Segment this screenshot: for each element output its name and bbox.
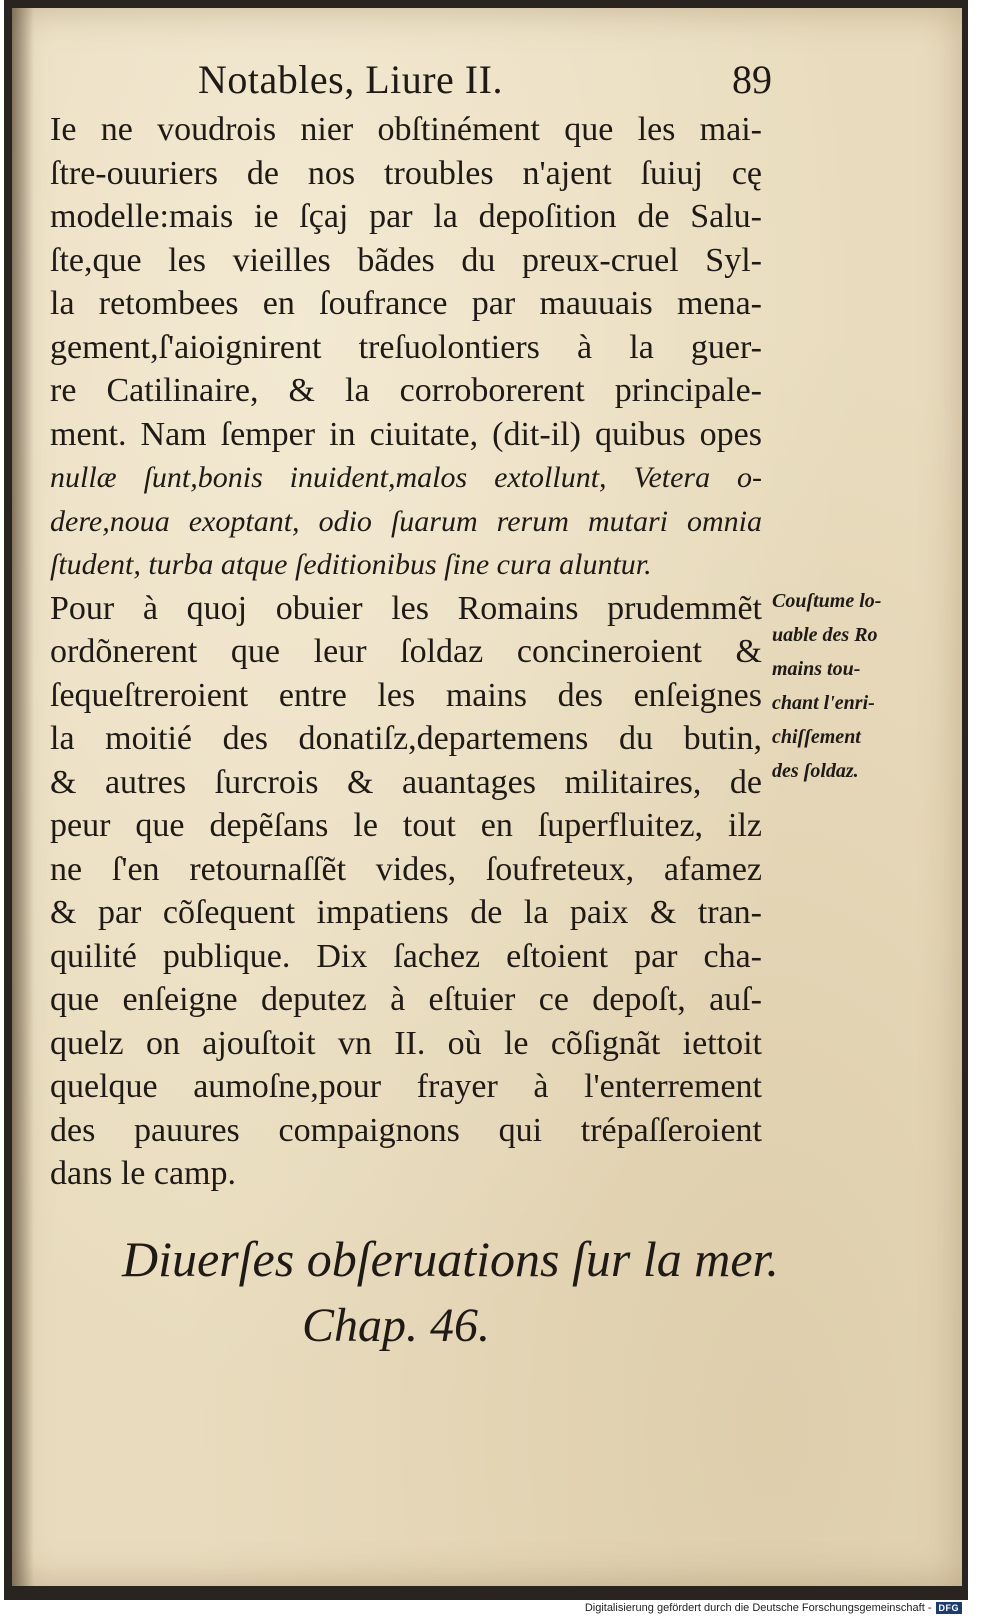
text-line: Pour à quoj obuier les Romains prudemmẽt [50,589,762,627]
margin-note-line: chiſſement [772,726,861,748]
dfg-logo-icon: DFG [936,1602,963,1614]
text-line: que enſeigne deputez à eſtuier ce depoſt, auſ- [50,981,762,1018]
margin-note-line: Couſtume lo- [772,590,882,612]
text-line: ſequeſtreroient entre les mains des enſeignes [50,676,762,714]
text-line: ne ſ'en retournaſſẽt vides, ſoufreteux, afamez [50,850,762,888]
page-gutter-shadow [12,8,34,1586]
margin-note [772,584,952,788]
text-line: & par cõſequent impatiens de la paix & tran- [50,894,762,931]
text-line: peur que depẽſans le tout en ſuperfluitez, ilz [50,807,762,844]
running-title: Notables, Liure II. [198,57,503,102]
book-page [12,8,962,1586]
text-line: ſte,que les vieilles bãdes du preux-cruel Syl- [50,241,762,279]
text-line: Ie ne voudrois nier obſtinément que les mai- [50,111,762,148]
text-line: la moitié des donatiſz,departemens du butin, [50,720,762,757]
chapter-title: Diuerſes obſeruations ſur la mer. [122,1231,779,1287]
text-line: ſtre-ouuriers de nos troubles n'ajent ſuiuj cę [50,154,762,192]
text-line: ment. Nam ſemper in ciuitate, (dit-il) quibus opes [50,415,762,453]
text-line: ordõnerent que leur ſoldaz concineroient & [50,633,762,670]
chapter-number: Chap. 46. [302,1299,491,1352]
latin-quote-line: nullæ ſunt,bonis inuident,malos extollunt, Vetera o- [50,461,762,494]
credit-text: Digitalisierung gefördert durch die Deutsche Forschungsgemeinschaft - [584,1602,932,1614]
text-line: quilité publique. Dix ſachez eſtoient par cha- [50,937,762,975]
text-line: gement,ſ'aioignirent treſuolontiers à la guer- [50,328,762,366]
text-line: modelle:mais ie ſçaj par la depoſition de Salu- [50,198,762,235]
digitization-credit [585,1602,962,1614]
body-text [50,108,762,1196]
page-number: 89 [732,57,772,102]
latin-quote-line: dere,noua exoptant, odio ſuarum rerum mutari omnia [50,504,762,538]
text-line: quelz on ajouſtoit vn II. où le cõſignãt iettoit [50,1024,762,1062]
text-line: quelque aumoſne,pour frayer à l'enterrement [50,1068,762,1105]
latin-quote-line: ſtudent, turba atque ſeditionibus ſine cura aluntur. [50,548,652,581]
text-line: dans le camp. [50,1155,236,1192]
text-line: re Catilinaire, & la corroborerent principale- [50,372,762,409]
text-line: & autres ſurcrois & auantages militaires, de [50,763,762,801]
margin-note-line: chant l'enri- [772,692,875,714]
text-line: la retombees en ſoufrance par mauuais mena- [50,285,762,322]
text-line: des pauures compaignons qui trépaſſeroient [50,1111,762,1149]
scanned-page-image [4,0,968,1600]
margin-note-line: mains tou- [772,658,861,680]
page-header [182,56,772,106]
margin-note-line: uable des Ro [772,624,878,646]
margin-note-line: des ſoldaz. [772,760,859,782]
